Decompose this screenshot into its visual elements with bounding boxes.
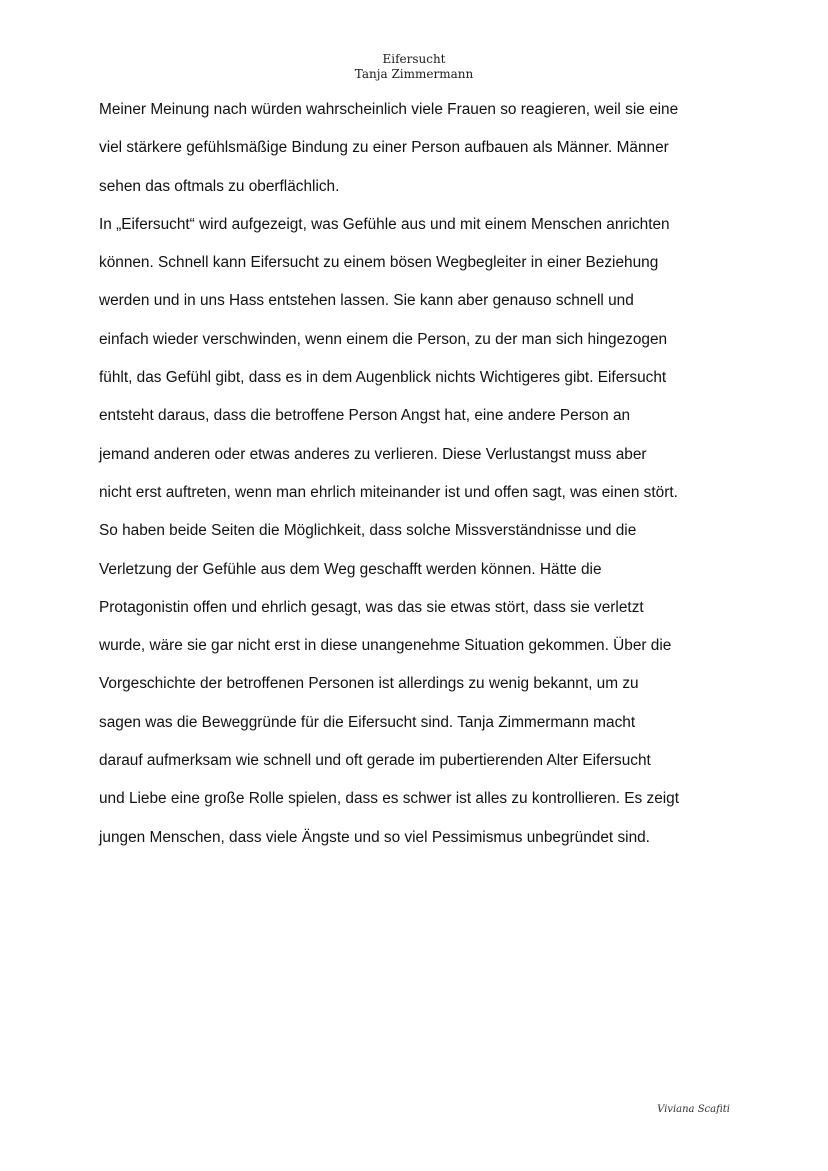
- document-title: Eifersucht: [382, 52, 446, 66]
- author-signature: Viviana Scafiti: [657, 1104, 730, 1115]
- text-line: einfach wieder verschwinden, wenn einem die Person, zu der man sich hingezogen: [99, 330, 668, 348]
- text-line: So haben beide Seiten die Möglichkeit, dass solche Missverständnisse und die: [99, 522, 637, 540]
- page-header: [0, 52, 828, 82]
- text-line: entsteht daraus, dass die betroffene Person Angst hat, eine andere Person an: [99, 407, 631, 425]
- text-line: werden und in uns Hass entstehen lassen. Sie kann aber genauso schnell und: [99, 292, 634, 310]
- text-line: nicht erst auftreten, wenn man ehrlich miteinander ist und offen sagt, was einen stört.: [99, 483, 678, 501]
- text-line: In „Eifersucht“ wird aufgezeigt, was Gefühle aus und mit einem Menschen anrichten: [99, 215, 670, 233]
- text-line: fühlt, das Gefühl gibt, dass es in dem Augenblick nichts Wichtigeres gibt. Eifersucht: [99, 369, 667, 387]
- text-line: können. Schnell kann Eifersucht zu einem bösen Wegbegleiter in einer Beziehung: [99, 254, 659, 272]
- text-line: wurde, wäre sie gar nicht erst in diese unangenehme Situation gekommen. Über die: [99, 637, 672, 655]
- text-line: viel stärkere gefühlsmäßige Bindung zu einer Person aufbauen als Männer. Männer: [99, 139, 669, 157]
- text-line: Meiner Meinung nach würden wahrscheinlich viele Frauen so reagieren, weil sie eine: [99, 101, 679, 118]
- body-paragraph: [99, 96, 739, 862]
- text-line: jungen Menschen, dass viele Ängste und so viel Pessimismus unbegründet sind.: [99, 828, 650, 846]
- text-line: sagen was die Beweggründe für die Eifersucht sind. Tanja Zimmermann macht: [99, 713, 636, 731]
- text-line: Vorgeschichte der betroffenen Personen ist allerdings zu wenig bekannt, um zu: [99, 675, 639, 693]
- document-author: Tanja Zimmermann: [354, 67, 474, 81]
- text-line: jemand anderen oder etwas anderes zu verlieren. Diese Verlustangst muss aber: [99, 445, 647, 463]
- text-line: darauf aufmerksam wie schnell und oft gerade im pubertierenden Alter Eifersucht: [99, 752, 651, 770]
- text-line: Verletzung der Gefühle aus dem Weg geschafft werden können. Hätte die: [99, 560, 602, 578]
- text-line: sehen das oftmals zu oberflächlich.: [99, 177, 340, 195]
- text-line: und Liebe eine große Rolle spielen, dass es schwer ist alles zu kontrollieren. Es zeigt: [99, 790, 680, 808]
- text-line: Protagonistin offen und ehrlich gesagt, was das sie etwas stört, dass sie verletzt: [99, 598, 644, 616]
